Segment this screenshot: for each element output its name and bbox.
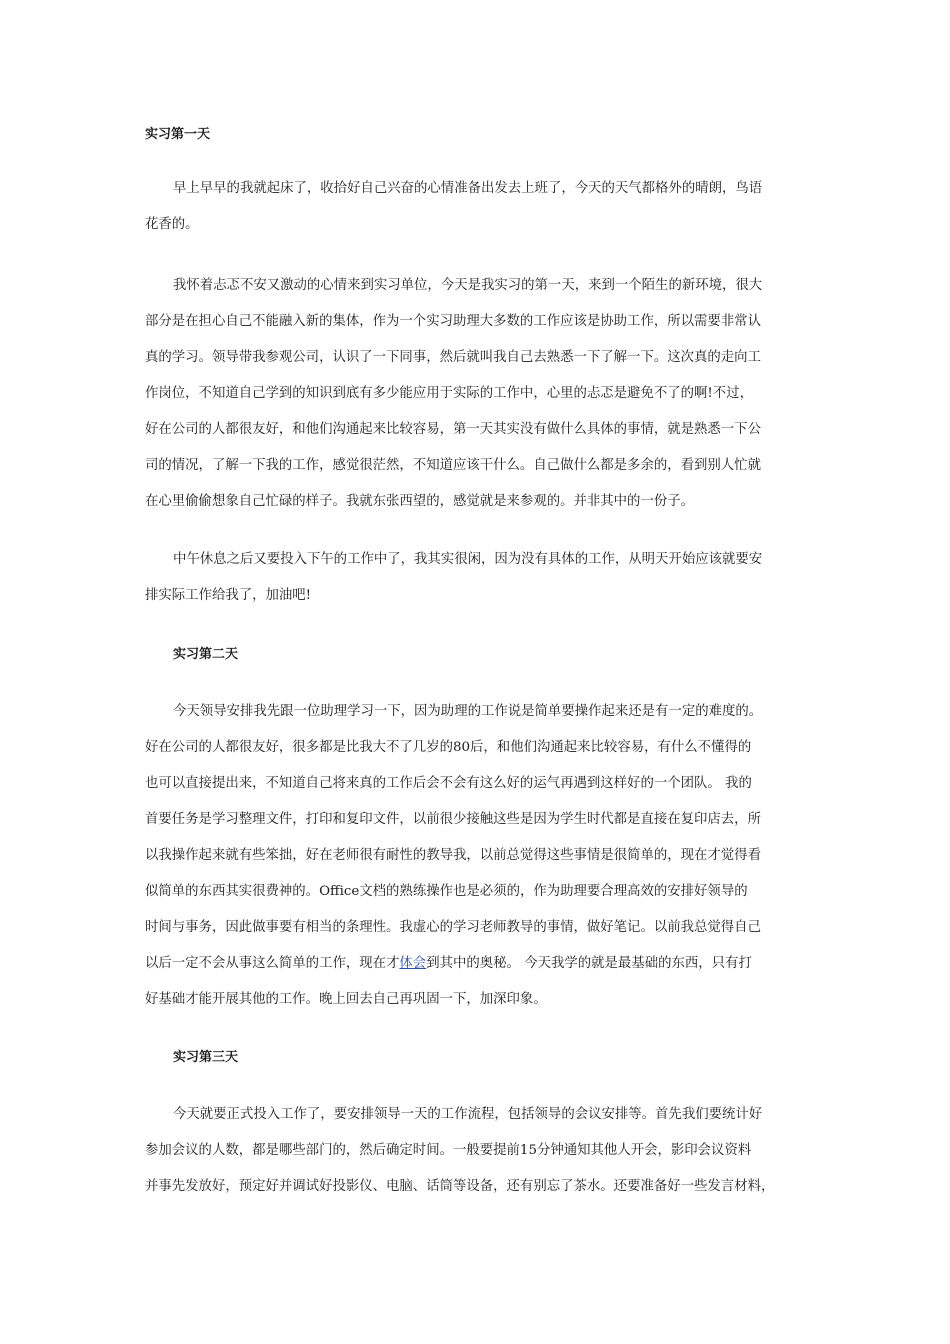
text-line: 今天就要正式投入工作了，要安排领导一天的工作流程，包括领导的会议安排等。首先我们要统计好 — [173, 1107, 763, 1122]
text-line: 我怀着忐忑不安又激动的心情来到实习单位，今天是我实习的第一天，来到一个陌生的新环境，很大 — [173, 278, 763, 293]
text-line: 在心里偷偷想象自己忙碌的样子。我就东张西望的，感觉就是来参观的。并非其中的一份子。 — [145, 494, 695, 509]
paragraph-day1-arrival — [145, 268, 813, 520]
text-line: 部分是在担心自己不能融入新的集体，作为一个实习助理大多数的工作应该是协助工作，所以需要非常认 — [145, 314, 761, 329]
text-segment: 到其中的奥秘。 今天我学的就是最基础的东西，只有打 — [426, 956, 752, 971]
text-line: 首要任务是学习整理文件，打印和复印文件，以前很少接触这些是因为学生时代都是直接在复印店去，所 — [145, 812, 761, 827]
text-line: 以我操作起来就有些笨拙，好在老师很有耐性的教导我，以前总觉得这些事情是很简单的，现在才觉得看 — [145, 848, 761, 863]
paragraph-day1-morning — [145, 171, 813, 243]
text-line: 时间与事务，因此做事要有相当的条理性。我虚心的学习老师教导的事情，做好笔记。以前我总觉得自己 — [145, 920, 761, 935]
text-line: 似简单的东西其实很费神的。Office文档的熟练操作也是必须的，作为助理要合理高效的安排好领导的 — [145, 884, 748, 899]
text-line: 参加会议的人数，都是哪些部门的，然后确定时间。一般要提前15分钟通知其他人开会，影印会议资料 — [145, 1143, 752, 1158]
text-line: 司的情况，了解一下我的工作，感觉很茫然，不知道应该干什么。自己做什么都是多余的，看到别人忙就 — [145, 458, 761, 473]
paragraph-day3 — [145, 1097, 813, 1205]
text-line: 排实际工作给我了，加油吧! — [145, 588, 312, 603]
text-line: 中午休息之后又要投入下午的工作中了，我其实很闲，因为没有具体的工作，从明天开始应该就要安 — [173, 552, 763, 567]
text-line: 真的学习。领导带我参观公司，认识了一下同事，然后就叫我自己去熟悉一下了解一下。这次真的走向工 — [145, 350, 761, 365]
text-line: 今天领导安排我先跟一位助理学习一下，因为助理的工作说是简单要操作起来还是有一定的难度的。 — [173, 704, 763, 719]
text-line: 作岗位，不知道自己学到的知识到底有多少能应用于实际的工作中，心里的忐忑是避免不了的啊!不过， — [145, 386, 753, 401]
text-line-with-link — [145, 946, 813, 982]
paragraph-day2 — [145, 694, 813, 1018]
text-segment: 以后一定不会从事这么简单的工作，现在才 — [145, 956, 400, 971]
heading-day-1: 实习第一天 — [145, 127, 211, 142]
text-line: 也可以直接提出来，不知道自己将来真的工作后会不会有这么好的运气再遇到这样好的一个团队。 我的 — [145, 776, 752, 791]
text-line: 并事先发放好，预定好并调试好投影仪、电脑、话筒等设备，还有别忘了茶水。还要准备好一些发言材料， — [145, 1179, 775, 1194]
text-line: 早上早早的我就起床了，收拾好自己兴奋的心情准备出发去上班了，今天的天气都格外的晴朗，鸟语 — [173, 181, 763, 196]
heading-day-3: 实习第三天 — [173, 1050, 239, 1065]
text-line: 花香的。 — [145, 217, 199, 232]
text-line: 好基础才能开展其他的工作。晚上回去自己再巩固一下，加深印象。 — [145, 992, 547, 1007]
tihui-link[interactable]: 体会 — [399, 956, 427, 971]
paragraph-day1-afternoon — [145, 542, 813, 614]
text-line: 好在公司的人都很友好，和他们沟通起来比较容易，第一天其实没有做什么具体的事情，就是熟悉一下公 — [145, 422, 761, 437]
text-line: 好在公司的人都很友好，很多都是比我大不了几岁的80后，和他们沟通起来比较容易，有什么不懂得的 — [145, 740, 752, 755]
heading-day-2: 实习第二天 — [173, 647, 239, 662]
